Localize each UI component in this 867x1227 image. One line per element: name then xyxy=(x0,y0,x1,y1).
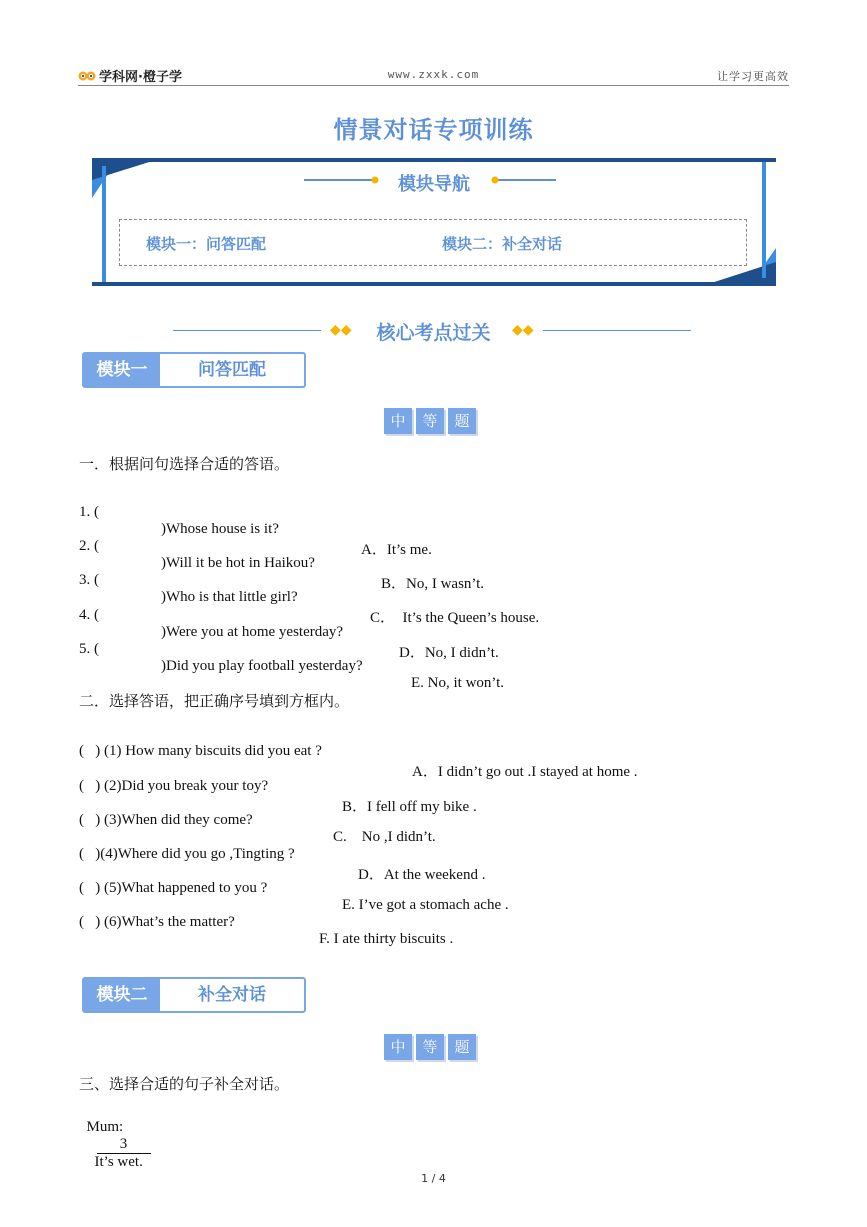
question-number: 3. ( xyxy=(79,572,99,588)
nav-title: 模块导航 xyxy=(398,174,470,195)
question-text: )Who is that little girl? xyxy=(161,589,298,605)
logo-text: 学科网·橙子学 xyxy=(99,70,182,85)
answer-option: C. No ,I didn’t. xyxy=(333,829,436,845)
difficulty-badge xyxy=(384,1034,476,1060)
question-text: ( )(4)Where did you go ,Tingting ? xyxy=(79,846,295,862)
difficulty-char: 等 xyxy=(416,408,444,434)
answer-option: B．I fell off my bike . xyxy=(342,799,477,815)
question-text: ( ) (1) How many biscuits did you eat ? xyxy=(79,743,322,759)
difficulty-char: 题 xyxy=(448,408,476,434)
answer-blank[interactable]: 3 xyxy=(97,1136,151,1154)
core-title: 核心考点过关 xyxy=(376,322,491,344)
difficulty-badge xyxy=(384,408,476,434)
site-slogan: 让学习更高效 xyxy=(717,70,789,83)
module1-tag xyxy=(82,352,306,388)
answer-option: D．At the weekend . xyxy=(358,867,486,883)
part1-heading: 一．根据问句选择合适的答语。 xyxy=(79,455,290,473)
page-title: 情景对话专项训练 xyxy=(333,116,534,144)
question-number: 5. ( xyxy=(79,641,99,657)
difficulty-char: 等 xyxy=(416,1034,444,1060)
dialogue-line xyxy=(79,1102,151,1171)
answer-option: B．No, I wasn’t. xyxy=(381,576,485,592)
dialogue-text: It’s wet. xyxy=(94,1154,143,1170)
answer-option: D．No, I didn’t. xyxy=(399,645,499,661)
core-line-right xyxy=(543,330,691,331)
answer-option: E. I’ve got a stomach ache . xyxy=(342,897,509,913)
question-text: ( ) (3)When did they come? xyxy=(79,812,253,828)
answer-option: A．It’s me. xyxy=(361,542,432,558)
site-url[interactable]: www.zxxk.com xyxy=(387,68,480,81)
answer-option: F. I ate thirty biscuits . xyxy=(319,931,454,947)
question-number: 4. ( xyxy=(79,607,99,623)
question-text: )Will it be hot in Haikou? xyxy=(161,555,315,571)
nav-item-module2[interactable]: 模块二：补全对话 xyxy=(442,235,563,253)
question-text: ( ) (5)What happened to you ? xyxy=(79,880,268,896)
answer-option: C． It’s the Queen’s house. xyxy=(370,610,540,626)
difficulty-char: 中 xyxy=(384,408,412,434)
difficulty-char: 中 xyxy=(384,1034,412,1060)
module2-label: 模块二 xyxy=(84,979,160,1011)
speaker: Mum: xyxy=(86,1119,124,1135)
header-divider xyxy=(78,85,789,86)
question-text: )Whose house is it? xyxy=(161,521,279,537)
part3-heading: 三、选择合适的句子补全对话。 xyxy=(79,1075,290,1093)
question-text: )Did you play football yesterday? xyxy=(161,658,363,674)
module2-tag xyxy=(82,977,306,1013)
module2-name: 补全对话 xyxy=(198,985,266,1005)
question-text: ( ) (2)Did you break your toy? xyxy=(79,778,269,794)
answer-option: A．I didn’t go out .I stayed at home . xyxy=(412,764,638,780)
diamond-right-icon: ◆◆ xyxy=(512,322,534,338)
part2-heading: 二．选择答语，把正确序号填到方框内。 xyxy=(79,692,350,710)
module1-name: 问答匹配 xyxy=(198,360,266,380)
module1-label: 模块一 xyxy=(84,354,160,386)
question-text: ( ) (6)What’s the matter? xyxy=(79,914,235,930)
question-text: )Were you at home yesterday? xyxy=(161,624,344,640)
answer-option: E. No, it won’t. xyxy=(411,675,505,691)
nav-item-module1[interactable]: 模块一：问答匹配 xyxy=(146,235,267,253)
page-number: 1 / 4 xyxy=(421,1172,446,1185)
question-number: 2. ( xyxy=(79,538,99,554)
diamond-left-icon: ◆◆ xyxy=(330,322,352,338)
question-number: 1. ( xyxy=(79,504,99,520)
difficulty-char: 题 xyxy=(448,1034,476,1060)
